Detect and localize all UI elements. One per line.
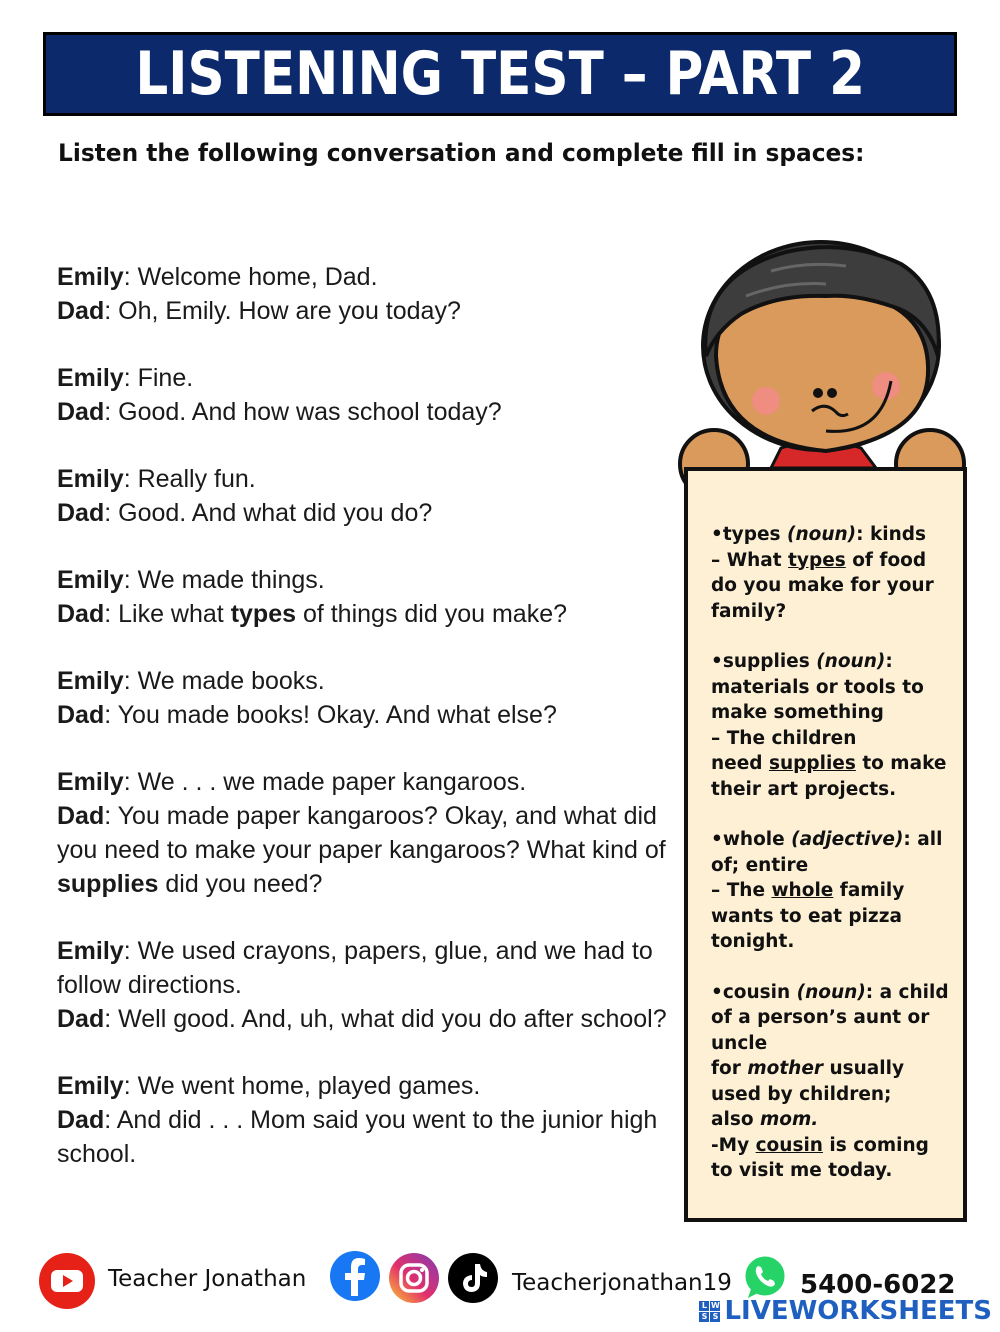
line-text: : Fine. <box>123 364 194 392</box>
footer <box>0 1240 1000 1332</box>
vocabulary-text: family <box>833 880 905 901</box>
underlined-word: types <box>788 549 846 571</box>
vocabulary-text: to make <box>855 753 947 774</box>
line-text: : Really fun. <box>123 465 256 493</box>
vocabulary-text: of food <box>845 549 927 571</box>
dialogue-line <box>57 597 682 631</box>
liveworksheets-logo-icon: L W S S <box>699 1301 720 1322</box>
vocabulary-line <box>711 548 956 574</box>
underlined-word: supplies <box>768 753 856 774</box>
dialogue-line <box>57 1069 682 1103</box>
vocabulary-text: need <box>711 753 769 774</box>
line-text: : Like what <box>104 600 231 628</box>
vocabulary-text: make something <box>711 702 884 723</box>
vocabulary-line <box>711 675 956 701</box>
vocabulary-text: •whole <box>711 829 792 850</box>
vocabulary-text: •types <box>711 524 787 545</box>
vocabulary-text: -My <box>711 1134 756 1156</box>
underlined-word: cousin <box>755 1134 823 1156</box>
vocabulary-line <box>711 522 956 548</box>
dialogue-text <box>57 260 682 1204</box>
italic-text: (noun) <box>786 524 857 545</box>
dialogue-line <box>57 698 682 732</box>
youtube-icon[interactable] <box>38 1252 96 1310</box>
vocabulary-text: of; entire <box>711 854 809 876</box>
speaker-name: Dad <box>57 701 105 729</box>
vocabulary-line <box>711 878 956 904</box>
whatsapp-icon[interactable] <box>740 1252 790 1302</box>
youtube-channel-name: Teacher Jonathan <box>108 1266 307 1292</box>
speaker-name: Dad <box>57 802 105 830</box>
liveworksheets-watermark <box>699 1296 992 1326</box>
vocabulary-entry <box>711 522 956 624</box>
vocabulary-line <box>711 726 956 752</box>
speaker-name: Emily <box>57 566 124 594</box>
vocabulary-text: usually <box>823 1058 905 1079</box>
vocabulary-text: •cousin <box>711 981 797 1003</box>
speaker-name: Dad <box>57 1005 105 1033</box>
vocabulary-text: also <box>711 1109 760 1130</box>
speaker-name: Dad <box>57 499 105 527</box>
vocabulary-text: used by children; <box>711 1083 892 1105</box>
vocabulary-text: – What <box>711 549 789 571</box>
vocabulary-line <box>711 1056 956 1082</box>
vocabulary-text: : all <box>903 829 943 850</box>
dialogue-line <box>57 664 682 698</box>
line-text: : We made books. <box>123 667 325 695</box>
tiktok-icon[interactable] <box>447 1252 499 1304</box>
dialogue-line <box>57 1002 682 1036</box>
vocabulary-entry <box>711 649 956 802</box>
speaker-name: Dad <box>57 600 105 628</box>
vocabulary-line <box>711 777 956 803</box>
speaker-name: Emily <box>57 667 124 695</box>
vocabulary-entry <box>711 827 956 955</box>
line-text: : Good. And how was school today? <box>104 398 502 426</box>
dialogue-line <box>57 496 682 530</box>
vocabulary-line <box>711 1005 956 1031</box>
speaker-name: Dad <box>57 297 105 325</box>
vocabulary-keyword: supplies <box>57 870 159 898</box>
vocabulary-line <box>711 751 956 777</box>
dialogue-line <box>57 294 682 328</box>
line-text: : We went home, played games. <box>123 1072 481 1100</box>
dialogue-line <box>57 462 682 496</box>
italic-text: mom. <box>760 1109 819 1130</box>
dialogue-turn <box>57 361 682 429</box>
vocabulary-line <box>711 1082 956 1108</box>
dialogue-turn <box>57 1069 682 1171</box>
instructions: Listen the following conversation and complete fill in spaces: <box>58 139 865 167</box>
vocabulary-text: for <box>711 1058 748 1079</box>
vocabulary-text: : kinds <box>856 524 927 545</box>
vocabulary-line <box>711 1107 956 1133</box>
dialogue-turn <box>57 563 682 631</box>
dialogue-line <box>57 395 682 429</box>
vocabulary-text: their art projects. <box>711 778 897 800</box>
vocabulary-list <box>711 522 956 1209</box>
speaker-name: Dad <box>57 1106 105 1134</box>
line-text: of things did you make? <box>296 600 567 628</box>
vocabulary-keyword: types <box>230 600 296 628</box>
boy-cartoon-illustration <box>676 236 966 486</box>
vocabulary-entry <box>711 980 956 1184</box>
line-text: : And did . . . Mom said you went to the junior high school. <box>57 1106 658 1168</box>
vocabulary-text: do you make for your <box>711 575 934 596</box>
vocabulary-text: family? <box>711 600 787 622</box>
line-text: did you need? <box>158 870 323 898</box>
vocabulary-text: tonight. <box>711 931 795 952</box>
dialogue-turn <box>57 934 682 1036</box>
dialogue-line <box>57 799 682 901</box>
vocabulary-text: uncle <box>711 1032 768 1054</box>
social-handle: Teacherjonathan19 <box>512 1270 732 1296</box>
underlined-word: whole <box>771 880 834 901</box>
vocabulary-line <box>711 853 956 879</box>
vocabulary-text: to visit me today. <box>711 1160 893 1181</box>
line-text: : Good. And what did you do? <box>104 499 433 527</box>
speaker-name: Emily <box>57 1072 124 1100</box>
vocabulary-text: •supplies <box>711 651 817 672</box>
speaker-name: Dad <box>57 398 105 426</box>
line-text: : Well good. And, uh, what did you do after school? <box>104 1005 667 1033</box>
italic-text: (noun) <box>816 651 886 672</box>
vocabulary-text: materials or tools to <box>711 676 924 698</box>
dialogue-turn <box>57 664 682 732</box>
line-text: : We made things. <box>123 566 325 594</box>
title-banner <box>43 32 957 116</box>
vocabulary-text: : a child <box>865 981 949 1003</box>
dialogue-line <box>57 765 682 799</box>
line-text: : Oh, Emily. How are you today? <box>104 297 461 325</box>
vocabulary-text: wants to eat pizza <box>711 905 902 927</box>
watermark-text: LIVEWORKSHEETS <box>724 1296 992 1326</box>
line-text: : You made paper kangaroos? Okay, and what did you need to make your paper kangaroos? What kind of <box>57 802 666 864</box>
vocabulary-text: : <box>885 651 893 672</box>
speaker-name: Emily <box>57 768 124 796</box>
italic-text: (noun) <box>796 981 866 1003</box>
dialogue-line <box>57 260 682 294</box>
vocabulary-line <box>711 827 956 853</box>
vocabulary-line <box>711 980 956 1006</box>
speaker-name: Emily <box>57 364 124 392</box>
vocabulary-line <box>711 1031 956 1057</box>
dialogue-line <box>57 361 682 395</box>
vocabulary-text: is coming <box>822 1134 929 1156</box>
speaker-name: Emily <box>57 263 124 291</box>
italic-text: (adjective) <box>791 829 904 850</box>
line-text: : We used crayons, papers, glue, and we had to follow directions. <box>57 937 653 999</box>
vocabulary-line <box>711 904 956 930</box>
dialogue-turn <box>57 260 682 328</box>
dialogue-line <box>57 1103 682 1171</box>
vocabulary-line <box>711 700 956 726</box>
instagram-icon[interactable] <box>388 1252 440 1304</box>
speaker-name: Emily <box>57 465 124 493</box>
vocabulary-line <box>711 929 956 955</box>
vocabulary-line <box>711 649 956 675</box>
line-text: : Welcome home, Dad. <box>123 263 378 291</box>
page-title: LISTENING TEST – PART 2 <box>135 39 865 109</box>
line-text: : We . . . we made paper kangaroos. <box>123 768 527 796</box>
vocabulary-line <box>711 1133 956 1159</box>
vocabulary-text: – The <box>711 880 772 901</box>
speaker-name: Emily <box>57 937 124 965</box>
vocabulary-text: – The children <box>711 727 857 749</box>
line-text: : You made books! Okay. And what else? <box>104 701 557 729</box>
vocabulary-text: of a person’s aunt or <box>711 1007 930 1028</box>
phone-number: 5400-6022 <box>800 1270 956 1300</box>
italic-text: mother <box>747 1058 823 1079</box>
vocabulary-line <box>711 599 956 625</box>
vocabulary-line <box>711 573 956 599</box>
vocabulary-line <box>711 1158 956 1184</box>
dialogue-turn <box>57 765 682 901</box>
facebook-icon[interactable] <box>329 1250 381 1302</box>
dialogue-line <box>57 563 682 597</box>
dialogue-line <box>57 934 682 1002</box>
dialogue-turn <box>57 462 682 530</box>
